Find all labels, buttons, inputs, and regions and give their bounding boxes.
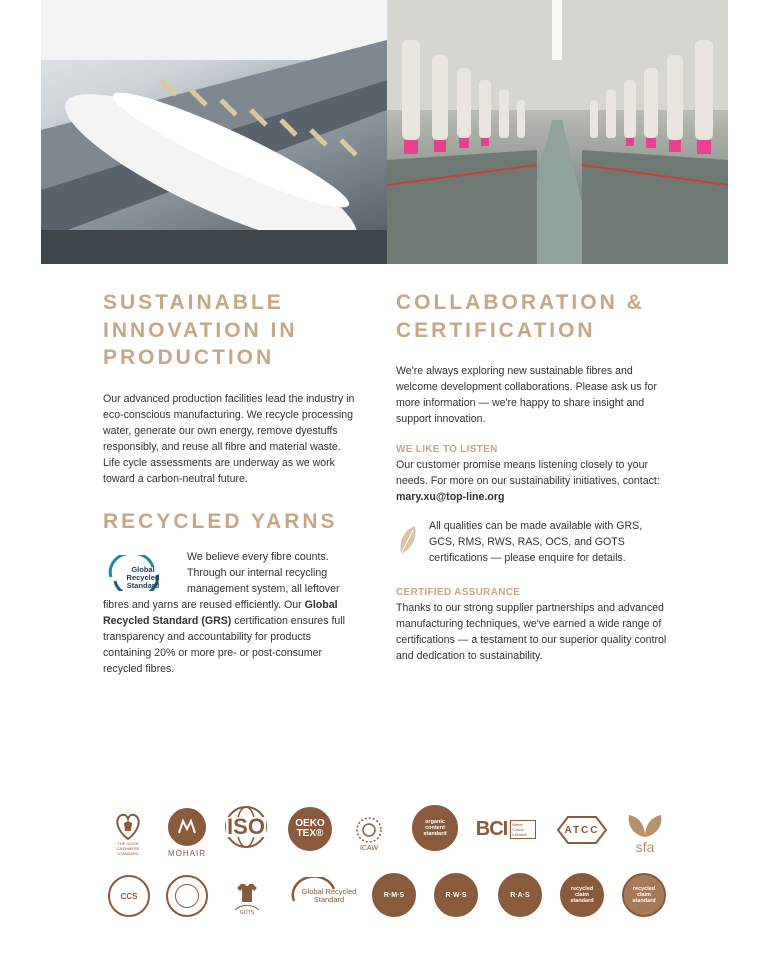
iso-label: ISO bbox=[227, 814, 265, 839]
ccs-badge: CCS bbox=[108, 875, 150, 917]
mohair-label: MOHAIR bbox=[168, 849, 206, 858]
recycled-yarns-block bbox=[103, 549, 355, 677]
rms-logo bbox=[372, 873, 416, 917]
grs-small-label: Global Recycled Standard bbox=[301, 887, 357, 904]
oeko-tex-badge: OEKO TEX® bbox=[288, 807, 332, 851]
rms-badge: R·M·S bbox=[372, 873, 416, 917]
subheading-certified-assurance: CERTIFIED ASSURANCE bbox=[396, 587, 521, 598]
bobbin-factory-photo bbox=[387, 0, 728, 264]
rcs-badge-2: recycled claim standard bbox=[622, 873, 666, 917]
atcc-label: ATCC bbox=[564, 824, 600, 836]
rws-logo bbox=[434, 873, 478, 917]
good-cashmere-logo bbox=[108, 805, 148, 861]
heading-sustainable-innovation: SUSTAINABLE INNOVATION IN PRODUCTION bbox=[103, 291, 298, 369]
leaf-icon bbox=[397, 524, 419, 556]
recycled-claim-standard-logo-1 bbox=[560, 873, 604, 917]
ras-logo bbox=[498, 873, 542, 917]
iso-logo bbox=[218, 805, 274, 849]
spinning-machine-photo bbox=[41, 0, 387, 264]
sfa-leaf-icon bbox=[625, 811, 665, 839]
sfa-logo bbox=[622, 805, 668, 861]
production-paragraph: Our advanced production facilities lead the industry in eco-conscious manufacturing. We recycle processing water, generate our own energy, remove dyestuffs responsibly, and reuse all fibre and material waste. Life cycle assessments are underway as we work toward a carbon-neutral future. bbox=[103, 392, 355, 485]
sfa-label: sfa bbox=[635, 839, 655, 855]
organic-content-standard-logo bbox=[412, 805, 458, 851]
ras-badge: R·A·S bbox=[498, 873, 542, 917]
seal-emblem-icon bbox=[166, 875, 208, 917]
left-column bbox=[103, 289, 355, 677]
mohair-logo bbox=[162, 805, 212, 861]
assurance-paragraph: Thanks to our strong supplier partnerships and advanced manufacturing techniques, we've earned a wide range of certifications — a testament to our superior quality control and dedication to sustainability. bbox=[396, 602, 667, 662]
icaw-logo bbox=[346, 805, 392, 861]
mohair-emblem-icon bbox=[168, 808, 206, 846]
contact-email[interactable]: mary.xu@top-line.org bbox=[396, 491, 505, 503]
atcc-logo bbox=[554, 813, 610, 847]
rws-badge: R·W·S bbox=[434, 873, 478, 917]
wool-swirl-icon bbox=[354, 815, 384, 845]
subheading-we-like-to-listen: WE LIKE TO LISTEN bbox=[396, 444, 498, 455]
heading-collaboration-certification: COLLABORATION & CERTIFICATION bbox=[396, 291, 645, 342]
goat-heart-icon bbox=[113, 811, 143, 841]
icaw-label: ICAW bbox=[359, 844, 379, 852]
good-cashmere-label: THE GOOD CASHMERE STANDARD bbox=[116, 840, 140, 856]
organic-content-standard-badge: organic content standard bbox=[412, 805, 458, 851]
certification-logos-row-2 bbox=[100, 873, 680, 919]
bci-small-label: Better Cotton Initiative bbox=[510, 820, 536, 839]
grs-logo-label: Global Recycled Standard bbox=[126, 565, 160, 590]
recycled-claim-standard-logo-2 bbox=[622, 873, 666, 917]
chinese-seal-logo bbox=[166, 875, 208, 917]
grs-logo bbox=[103, 555, 177, 591]
certification-logos-row-1 bbox=[100, 805, 680, 861]
bci-logo bbox=[474, 817, 538, 841]
gots-shirt-icon bbox=[227, 876, 267, 910]
grs-bold-text: Global Recycled Standard (GRS) bbox=[103, 599, 338, 627]
gots-logo bbox=[224, 873, 270, 919]
gots-label: GOTS bbox=[239, 910, 255, 916]
heading-recycled-yarns: RECYCLED YARNS bbox=[103, 509, 338, 533]
recycled-yarns-paragraph: We believe every fibre counts. Through our internal recycling management system, all leftover fibres and yarns are reused efficiently. Our Global Recycled Standard (GRS) certification ensures full transparency and accountability for products containing 20% or more pre- or post-consumer recycled fibres. bbox=[103, 551, 345, 675]
grs-logo-small bbox=[286, 877, 360, 915]
rcs-badge-1: recycled claim standard bbox=[560, 873, 604, 917]
certifications-note bbox=[396, 518, 672, 566]
ccs-logo bbox=[108, 875, 150, 917]
bci-label: BCI bbox=[475, 817, 508, 840]
oeko-tex-logo bbox=[288, 807, 332, 851]
right-column bbox=[396, 289, 672, 664]
listen-paragraph: Our customer promise means listening closely to your needs. For more on our sustainability initiatives, contact: bbox=[396, 459, 660, 487]
certifications-note-text: All qualities can be made available with GRS, GCS, RMS, RWS, RAS, OCS, and GOTS certifications — please enquire for details. bbox=[429, 520, 643, 564]
collaboration-paragraph: We're always exploring new sustainable fibres and welcome development collaborations. Please ask us for more information — we're happy to share insight and support innovation. bbox=[396, 365, 657, 425]
hero-images bbox=[41, 0, 728, 264]
